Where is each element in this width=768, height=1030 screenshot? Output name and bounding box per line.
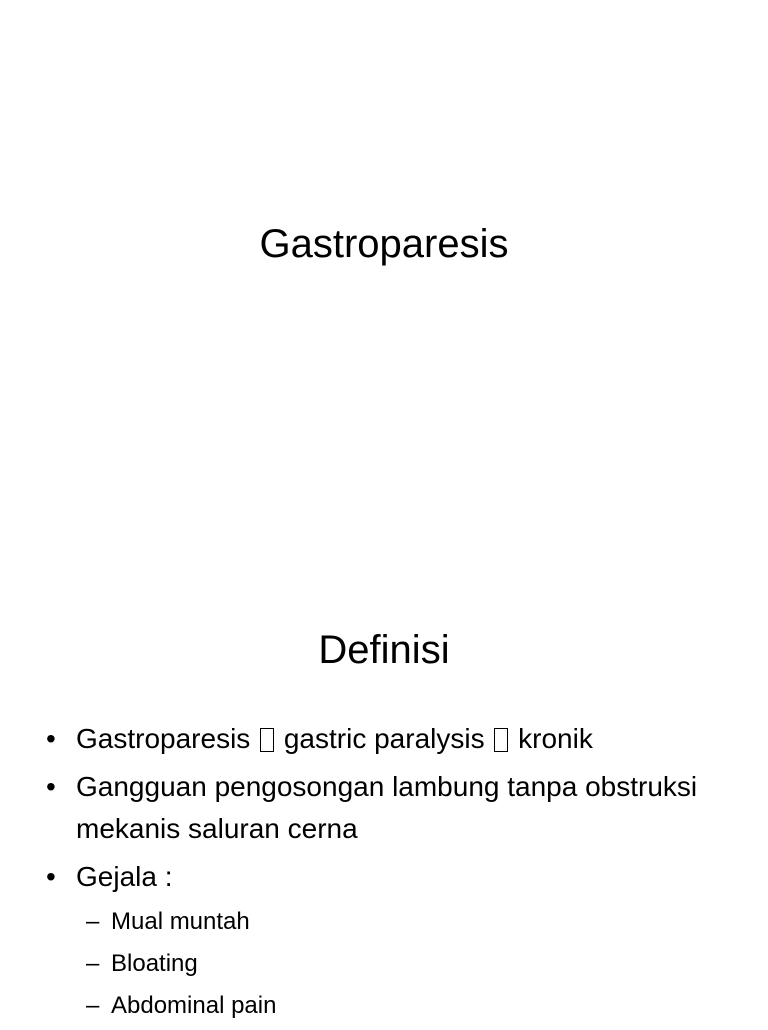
sub-bullet-list — [76, 904, 734, 1024]
bullet-text-part: Gastroparesis — [76, 723, 251, 754]
sub-bullet-text: Abdominal pain — [111, 992, 277, 1019]
slide-title: Definisi — [318, 628, 450, 672]
bullet-item — [44, 766, 734, 850]
bullet-text-part: kronik — [518, 723, 593, 754]
bullet-text-part: gastric paralysis — [283, 723, 485, 754]
sub-bullet-text: Mual muntah — [111, 908, 250, 935]
missing-glyph-icon — [494, 728, 508, 752]
slide-2 — [0, 576, 768, 1024]
sub-bullet-marker: – — [86, 908, 100, 935]
bullet-text: Gejala : — [76, 861, 173, 892]
sub-bullet-item — [76, 904, 734, 940]
missing-glyph-icon — [260, 728, 274, 752]
slide-title: Gastroparesis — [259, 222, 509, 266]
bullet-marker: • — [46, 723, 56, 754]
sub-bullet-marker: – — [86, 950, 100, 977]
sub-bullet-text: Bloating — [111, 950, 198, 977]
bullet-list — [44, 718, 734, 1030]
bullet-item — [44, 856, 734, 1024]
sub-bullet-marker: – — [86, 992, 100, 1019]
sub-bullet-item — [76, 988, 734, 1024]
sub-bullet-item — [76, 946, 734, 982]
bullet-marker: • — [46, 861, 56, 892]
bullet-item — [44, 718, 734, 760]
bullet-marker: • — [46, 771, 56, 802]
bullet-text: Gangguan pengosongan lambung tanpa obstruksi mekanis saluran cerna — [76, 771, 698, 844]
